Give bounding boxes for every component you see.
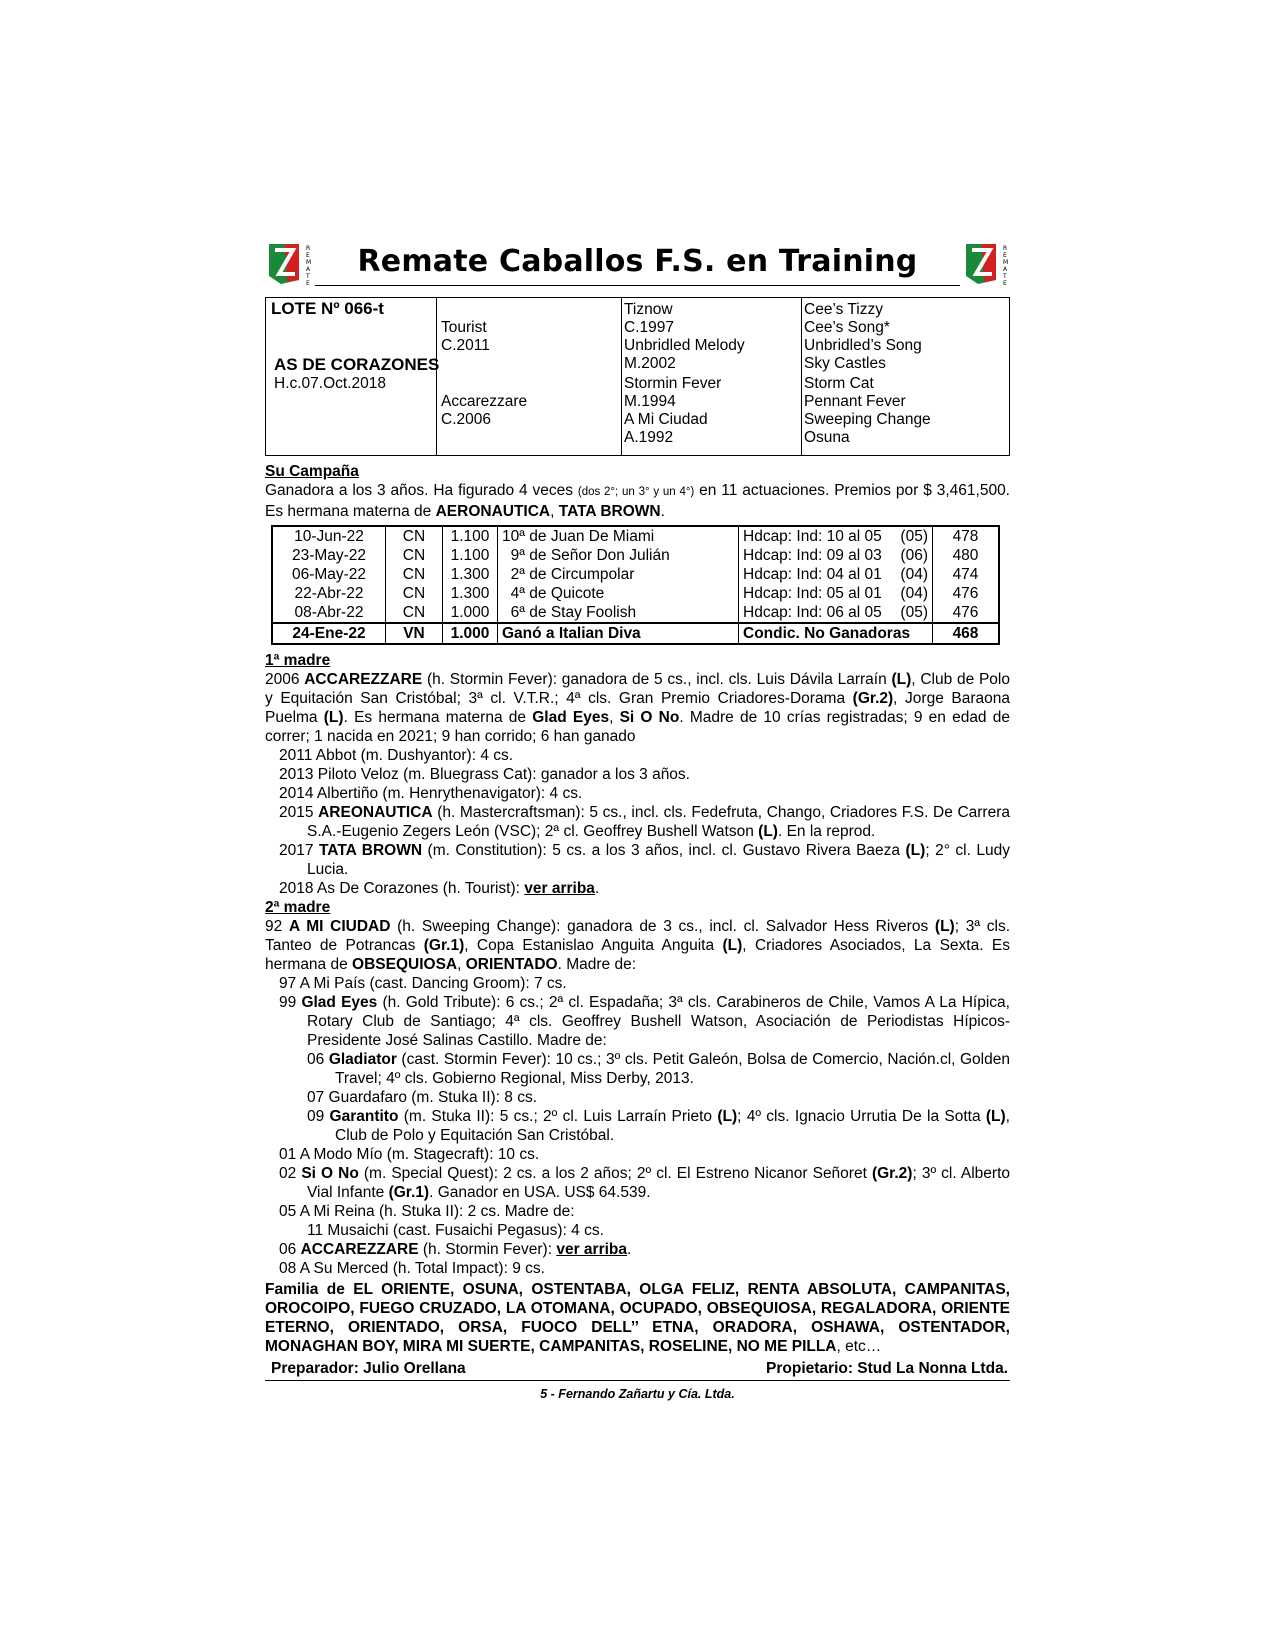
race-distance: 1.000 <box>443 623 498 643</box>
produce-item: 2015 AREONAUTICA (h. Mastercraftsman): 5 cs., incl. cls. Fedefruta, Chango, Criadores F.S. De Carrera S.A.-Eugenio Zegers León (VSC); 2ª cl. Geoffrey Bushell Watson (L). En la reprod. <box>279 804 1010 840</box>
campaign-text: Ganadora a los 3 años. Ha figurado 4 veces (dos 2°; un 3° y un 4°) en 11 actuaciones. Premios por $ 3,461,500. Es hermana materna de AERONAUTICA, TATA BROWN. <box>265 482 1010 520</box>
campaign-heading: Su Campaña <box>265 463 359 480</box>
race-condition: Hdcap: Ind: 05 al 01 (04) <box>739 584 933 603</box>
race-track: CN <box>386 584 443 603</box>
produce-item: 2013 Piloto Veloz (m. Bluegrass Cat): ganador a los 3 años. <box>279 766 690 783</box>
race-date: 22-Abr-22 <box>273 584 386 603</box>
svg-text:T: T <box>1003 273 1007 280</box>
race-condition: Hdcap: Ind: 10 al 05 (05) <box>739 527 933 546</box>
page-title: Remate Caballos F.S. en Training <box>357 244 918 279</box>
sire-info: C.2011 <box>441 337 490 354</box>
svg-text:E: E <box>306 252 310 259</box>
second-dam-text: 92 A MI CIUDAD (h. Sweeping Change): ganadora de 3 cs., incl. cl. Salvador Hess Riveros (L); 3ª cls. Tanteo de Potrancas (Gr.1), Copa Estanislao Anguita Anguita (L), Criadores Asociados, La Sexta. Es hermana de OBSEQUIOSA, ORIENTADO. Madre de: <box>265 918 1010 973</box>
footer-row <box>265 1359 1010 1378</box>
first-dam-heading: 1ª madre <box>265 652 331 669</box>
race-date: 06-May-22 <box>273 565 386 584</box>
race-track: CN <box>386 603 443 623</box>
race-weight: 478 <box>952 528 979 545</box>
produce-item: 11 Musaichi (cast. Fusaichi Pegasus): 4 cs. <box>307 1222 604 1239</box>
produce-item: 2018 As De Corazones (h. Tourist): ver arriba. <box>279 880 600 897</box>
svg-text:R: R <box>1003 245 1008 252</box>
race-track: VN <box>386 623 443 643</box>
race-condition: Hdcap: Ind: 04 al 01 (04) <box>739 565 933 584</box>
remates-logo-right <box>962 240 1010 286</box>
horse-info: H.c.07.Oct.2018 <box>274 375 387 392</box>
produce-item: 2014 Albertiño (m. Henrythenavigator): 4 cs. <box>279 785 583 802</box>
svg-text:A: A <box>306 266 311 273</box>
footer-rule <box>265 1380 1010 1381</box>
pedigree-cell: Pennant Fever <box>804 393 906 410</box>
race-date: 10-Jun-22 <box>273 527 386 546</box>
pedigree-cell: M.1994 <box>624 393 676 410</box>
race-row <box>273 584 998 603</box>
produce-item: 08 A Su Merced (h. Total Impact): 9 cs. <box>279 1260 545 1277</box>
svg-text:A: A <box>1003 266 1008 273</box>
race-track: CN <box>386 527 443 546</box>
produce-item: 05 A Mi Reina (h. Stuka II): 2 cs. Madre de: <box>279 1203 575 1220</box>
race-condition: Hdcap: Ind: 06 al 05 (05) <box>739 603 933 623</box>
pedigree-box <box>265 297 1010 456</box>
sire-name: Tourist <box>441 319 487 336</box>
second-dam-heading: 2ª madre <box>265 899 331 916</box>
pedigree-cell: A.1992 <box>624 429 674 446</box>
pedigree-cell: Stormin Fever <box>624 375 722 392</box>
produce-item: 2017 TATA BROWN (m. Constitution): 5 cs. a los 3 años, incl. cl. Gustavo Rivera Baeza (L); 2° cl. Ludy Lucia. <box>279 842 1011 878</box>
race-weight: 476 <box>952 585 979 602</box>
race-row <box>273 527 998 546</box>
first-dam-text: 2006 ACCAREZZARE (h. Stormin Fever): ganadora de 5 cs., incl. cls. Luis Dávila Larraín (L), Club de Polo y Equitación San Cristóbal; 3ª cl. V.T.R.; 4ª cls. Gran Premio Criadores-Dorama (Gr.2), Jorge Baraona Puelma (L). Es hermana materna de Glad Eyes, Si O No. Madre de 10 crías registradas; 9 en edad de correr; 1 nacida en 2021; 9 han corrido; 6 han ganado <box>265 671 1010 745</box>
race-result: 4ª de Quicote <box>498 584 739 603</box>
race-record-table <box>271 525 1000 645</box>
produce-item: 99 Glad Eyes (h. Gold Tribute): 6 cs.; 2ª cl. Espadaña; 3ª cls. Carabineros de Chile, Vamos A La Hípica, Rotary Club de Santiago; 4ª cls. Geoffrey Bushell Watson, Asociación de Periodistas Hípicos-Presidente José Salinas Castillo. Madre de: <box>279 994 1010 1049</box>
produce-item: 06 ACCAREZZARE (h. Stormin Fever): ver arriba. <box>279 1241 632 1258</box>
race-weight: 476 <box>952 604 979 621</box>
svg-text:E: E <box>1003 252 1007 259</box>
pedigree-divider <box>436 298 437 455</box>
produce-item: 09 Garantito (m. Stuka II): 5 cs.; 2º cl. Luis Larraín Prieto (L); 4º cls. Ignacio Urrutia De la Sotta (L), Club de Polo y Equitación San Cristóbal. <box>307 1108 1010 1144</box>
pedigree-cell: Storm Cat <box>804 375 874 392</box>
pedigree-cell: Tiznow <box>624 301 673 318</box>
svg-text:E: E <box>1003 280 1007 286</box>
owner: Propietario: Stud La Nonna Ltda. <box>766 1360 1008 1377</box>
pedigree-cell: C.1997 <box>624 319 674 336</box>
race-track: CN <box>386 546 443 565</box>
race-row <box>273 565 998 584</box>
produce-item: 06 Gladiator (cast. Stormin Fever): 10 cs.; 3º cls. Petit Galeón, Bolsa de Comercio, Nación.cl, Golden Travel; 4º cls. Gobierno Regional, Miss Derby, 2013. <box>307 1051 1010 1087</box>
race-result: 10ª de Juan De Miami <box>498 527 739 546</box>
race-distance: 1.100 <box>443 546 498 565</box>
svg-text:T: T <box>306 273 310 280</box>
race-weight: 480 <box>952 547 979 564</box>
lot-number: LOTE Nº 066-t <box>271 299 384 318</box>
produce-item: 01 A Modo Mío (m. Stagecraft): 10 cs. <box>279 1146 540 1163</box>
race-result: 6ª de Stay Foolish <box>498 603 739 623</box>
pedigree-cell: Unbridled Melody <box>624 337 745 354</box>
race-distance: 1.300 <box>443 584 498 603</box>
race-weight: 468 <box>933 623 999 643</box>
race-row-win <box>273 623 998 643</box>
produce-item: 2011 Abbot (m. Dushyantor): 4 cs. <box>279 747 514 764</box>
svg-text:M: M <box>1003 259 1009 266</box>
family-text: Familia de EL ORIENTE, OSUNA, OSTENTABA, OLGA FELIZ, RENTA ABSOLUTA, CAMPANITAS, OROCOIPO, FUEGO CRUZADO, LA OTOMANA, OCUPADO, OBSEQUIOSA, REGALADORA, ORIENTE ETERNO, ORIENTADO, ORSA, FUOCO DELL’’ ETNA, ORADORA, OSHAWA, OSTENTADOR, MONAGHAN BOY, MIRA MI SUERTE, CAMPANITAS, ROSELINE, NO ME PILLA, etc… <box>265 1281 1010 1355</box>
race-row <box>273 546 998 565</box>
race-date: 23-May-22 <box>273 546 386 565</box>
title-rule <box>315 285 960 286</box>
race-date: 24-Ene-22 <box>273 623 386 643</box>
pedigree-divider <box>801 298 802 455</box>
race-result: 9ª de Señor Don Julián <box>498 546 739 565</box>
produce-item: 97 A Mi País (cast. Dancing Groom): 7 cs. <box>279 975 567 992</box>
horse-name: AS DE CORAZONES <box>274 355 440 374</box>
svg-text:E: E <box>306 280 310 286</box>
race-condition: Hdcap: Ind: 09 al 03 (06) <box>739 546 933 565</box>
race-result: 2ª de Circumpolar <box>498 565 739 584</box>
dam-info: C.2006 <box>441 411 491 428</box>
pedigree-cell: A Mi Ciudad <box>624 411 708 428</box>
race-distance: 1.000 <box>443 603 498 623</box>
race-condition: Condic. No Ganadoras <box>739 623 933 643</box>
svg-text:R: R <box>306 245 311 252</box>
pedigree-cell: Osuna <box>804 429 850 446</box>
pedigree-cell: M.2002 <box>624 355 676 372</box>
race-distance: 1.300 <box>443 565 498 584</box>
pedigree-cell: Unbridled’s Song <box>804 337 922 354</box>
page-header <box>265 240 1010 292</box>
race-result: Ganó a Italian Diva <box>498 623 739 643</box>
catalog-page <box>265 240 1010 1404</box>
race-weight: 474 <box>952 566 979 583</box>
pedigree-cell: Sky Castles <box>804 355 886 372</box>
pedigree-cell: Cee’s Song* <box>804 319 890 336</box>
race-date: 08-Abr-22 <box>273 603 386 623</box>
pedigree-cell: Cee’s Tizzy <box>804 301 883 318</box>
race-track: CN <box>386 565 443 584</box>
dam-name: Accarezzare <box>441 393 528 410</box>
produce-item: 07 Guardafaro (m. Stuka II): 8 cs. <box>307 1089 538 1106</box>
race-distance: 1.100 <box>443 527 498 546</box>
race-row <box>273 603 998 623</box>
page-footer: 5 - Fernando Zañartu y Cía. Ltda. <box>540 1387 735 1401</box>
pedigree-divider <box>621 298 622 455</box>
trainer: Preparador: Julio Orellana <box>271 1360 466 1377</box>
svg-text:M: M <box>306 259 312 266</box>
produce-item: 02 Si O No (m. Special Quest): 2 cs. a los 2 años; 2º cl. El Estreno Nicanor Señoret (Gr.2); 3º cl. Alberto Vial Infante (Gr.1). Ganador en USA. US$ 64.539. <box>279 1165 1010 1201</box>
pedigree-cell: Sweeping Change <box>804 411 931 428</box>
